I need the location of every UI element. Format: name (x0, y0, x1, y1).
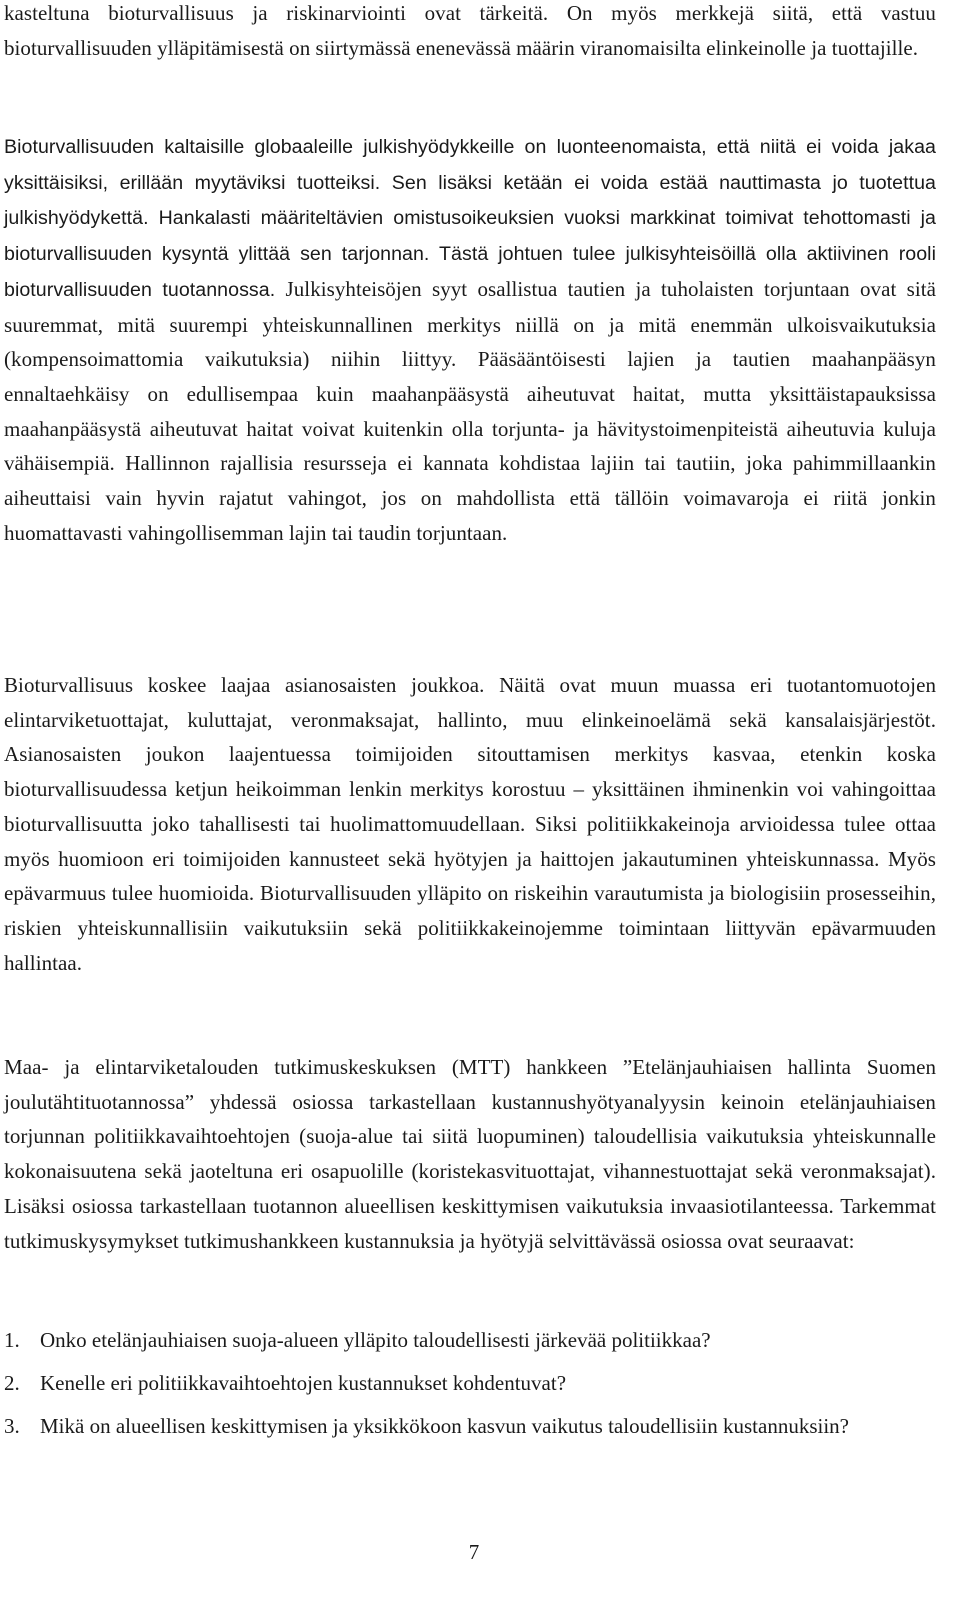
research-questions-list (4, 1323, 936, 1453)
list-item (4, 1409, 936, 1444)
paragraph-stakeholders: Bioturvallisuus koskee laajaa asianosaisten joukkoa. Näitä ovat muun muassa eri tuotantomuotojen elintarviketuottajat, kuluttajat, veronmaksajat, hallinto, muu elinkeinoelämä sekä kansalaisjärjestöt. Asianosaisten joukon laajentuessa toimijoiden sitouttamisen merkitys kasvaa, etenkin koska bioturvallisuudessa ketjun heikoimman lenkin merkitys korostuu – yksittäinen ihminenkin voi vahingoittaa bioturvallisuutta joko tahallisesti tai huolimattomuudellaan. Siksi politiikkakeinoja arvioidessa tulee ottaa myös huomioon eri toimijoiden kannusteet sekä hyötyjen ja haittojen jakautuminen yhteiskunnassa. Myös epävarmuus tulee huomioida. Bioturvallisuuden ylläpito on riskeihin varautumista ja biologisiin prosesseihin, riskien yhteiskunnallisiin vaikutuksiin sekä politiikkakeinojemme toimintaan liittyvän epävarmuuden hallintaa. (4, 673, 936, 975)
paragraph-biosecurity-responsibility: kasteltuna bioturvallisuus ja riskinarviointi ovat tärkeitä. On myös merkkejä siitä, että vastuu bioturvallisuuden ylläpitämisestä on siirtymässä enenevässä määrin viranomaisilta elinkeinolle ja tuottajille. (4, 1, 936, 60)
list-item-text: Mikä on alueellisen keskittymisen ja yksikkökoon kasvun vaikutus taloudellisiin kustannuksiin? (40, 1414, 849, 1439)
list-item-number: 1. (4, 1328, 20, 1352)
list-item-number: 3. (4, 1414, 20, 1439)
paragraph-public-goods-serif-part: Julkisyhteisöjen syyt osallistua tautien ja tuholaisten torjuntaan ovat sitä suuremmat, mitä suurempi yhteiskunnallinen merkitys niillä on ja mitä enemmän ulkoisvaikutuksia (kompensoimattomia vaikutuksia) niihin liittyy. Pääsääntöisesti lajien ja tautien maahanpääsyn ennaltaehkäisy on edullisempaa kuin maahanpääsystä aiheutuvat haitat, mutta yksittäistapauksissa maahanpääsystä aiheutuvat haitat voivat kuitenkin olla torjunta- ja hävitystoimenpiteistä aiheutuvia kuluja vähäisempiä. Hallinnon rajallisia resursseja ei kannata kohdistaa lajiin tai tautiin, joka pahimmillaankin aiheuttaisi vain hyvin rajatut vahingot, jos on mahdollista että tällöin voimavaroja ei riitä jonkin huomattavasti vahingollisemman lajin tai taudin torjuntaan. (4, 276, 937, 545)
paragraph-public-goods-sans-part: Bioturvallisuuden kaltaisille globaaleille julkishyödykkeille on luonteenomaista, että niitä ei voida jakaa yksittäisiksi, erillään myytäviksi tuotteiksi. Sen lisäksi ketään ei voida estää nauttimasta jo tuotettua julkishyödykettä. Hankalasti määriteltävien omistusoikeuksien vuoksi markkinat toimivat tehottomasti ja bioturvallisuuden kysyntä ylittää sen tarjonnan. Tästä johtuen tulee julkisyhteisöillä olla aktiivinen rooli bioturvallisuuden tuotannossa. (4, 136, 936, 301)
paragraph-mtt-project: Maa- ja elintarviketalouden tutkimuskeskuksen (MTT) hankkeen ”Etelänjauhiaisen hallinta Suomen joulutähtituotannossa” yhdessä osiossa tarkastellaan kustannushyötyanalyysin keinoin etelänjauhiaisen torjunnan politiikkavaihtoehtojen (suoja-alue tai siitä luopuminen) taloudellisia vaikutuksia yhteiskunnalle kokonaisuutena sekä jaoteltuna eri osapuolille (koristekasvituottajat, vihannestuottajat sekä veronmaksajat). Lisäksi osiossa tarkastellaan tuotannon alueellisen keskittymisen vaikutuksia invaasiotilanteessa. Tarkemmat tutkimuskysymykset tutkimushankkeen kustannuksia ja hyötyjä selvittävässä osiossa ovat seuraavat: (4, 1055, 936, 1253)
page-number: 7 (468, 1540, 480, 1564)
paragraph-public-goods (4, 129, 936, 550)
list-item-text: Onko etelänjauhiaisen suoja-alueen ylläpito taloudellisesti järkevää politiikkaa? (40, 1328, 711, 1352)
list-item-text: Kenelle eri politiikkavaihtoehtojen kustannukset kohdentuvat? (40, 1371, 567, 1396)
list-item (4, 1366, 936, 1401)
list-item (4, 1323, 936, 1358)
list-item-number: 2. (4, 1371, 20, 1396)
